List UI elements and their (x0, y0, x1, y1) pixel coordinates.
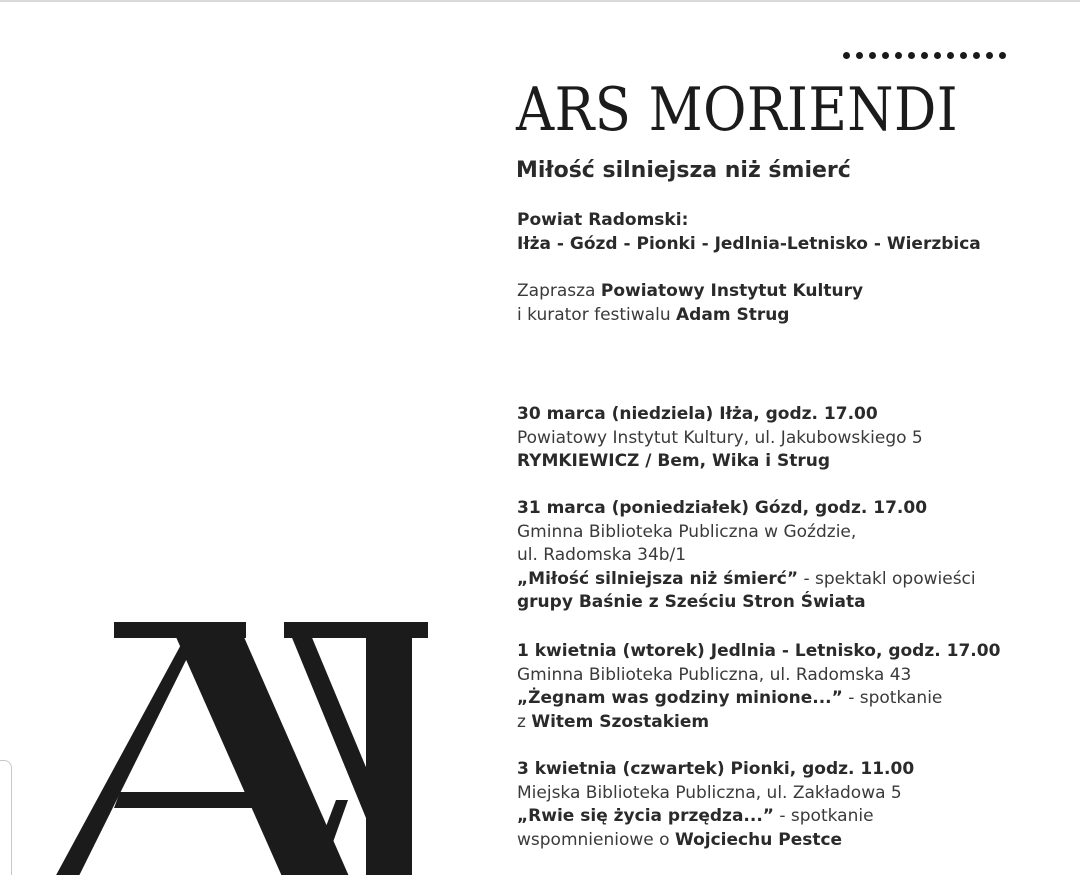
dot (973, 52, 980, 59)
event-title: „Miłość silniejsza niż śmierć” (517, 568, 799, 589)
event-title-suffix: - spotkanie (842, 688, 943, 708)
event-item (517, 497, 976, 615)
event-subject-line (517, 829, 914, 853)
festival-subtitle: Miłość silniejsza niż śmierć (516, 158, 851, 183)
dot (999, 52, 1006, 59)
dot (960, 52, 967, 59)
event-title: RYMKIEWICZ / Bem, Wika i Strug (517, 451, 831, 471)
am-monogram-logo (40, 560, 480, 875)
dot (869, 52, 876, 59)
festival-title: ARS MORIENDI (516, 75, 959, 145)
top-border (0, 0, 1080, 2)
dot (934, 52, 941, 59)
organizer-name: Powiatowy Instytut Kultury (600, 281, 864, 301)
event-date: 1 kwietnia (wtorek) Jedlnia - Letnisko, godz. 17.00 (517, 641, 1001, 661)
event-title-line (517, 805, 914, 829)
dot (986, 52, 993, 59)
event-item (517, 640, 1000, 734)
event-title: „Żegnam was godziny minione...” (517, 688, 843, 708)
event-title: „Rwie się życia przędza...” (517, 806, 774, 826)
region-label: Powiat Radomski: (517, 210, 689, 230)
event-date: 30 marca (niedziela) Iłża, godz. 17.00 (517, 404, 878, 424)
invite-line-1 (517, 280, 863, 304)
event-subject: Wojciechu Pestce (674, 829, 843, 850)
invite-prefix: Zaprasza (517, 281, 601, 301)
event-item (517, 758, 914, 852)
dot (843, 52, 850, 59)
invite-line-2 (517, 304, 863, 328)
event-title-suffix: - spektakl opowieści (798, 568, 976, 589)
event-title-line (517, 687, 1000, 711)
event-title-suffix: - spotkanie (773, 806, 874, 826)
curator-name: Adam Strug (676, 304, 790, 325)
dot (895, 52, 902, 59)
event-date: 31 marca (poniedziałek) Gózd, godz. 17.00 (517, 498, 928, 518)
dot (856, 52, 863, 59)
event-performer: grupy Baśnie z Sześciu Stron Świata (517, 592, 866, 612)
dot (908, 52, 915, 59)
dot (921, 52, 928, 59)
event-venue: Miejska Biblioteka Publiczna, ul. Zakładowa 5 (517, 782, 902, 803)
dot (882, 52, 889, 59)
region-info (517, 209, 981, 256)
event-title-line (517, 568, 976, 592)
event-venue: Gminna Biblioteka Publiczna, ul. Radomska 43 (517, 664, 912, 685)
event-guest: Witem Szostakiem (531, 711, 710, 732)
event-venue: Gminna Biblioteka Publiczna w Goździe, (517, 521, 857, 542)
page-edge-frame (0, 760, 12, 875)
event-guest-prefix: z (517, 711, 532, 732)
event-venue: Powiatowy Instytut Kultury, ul. Jakubowskiego 5 (517, 427, 923, 448)
dot-ornament (843, 52, 1006, 59)
event-guest-line (517, 711, 1000, 735)
region-towns: Iłża - Gózd - Pionki - Jedlnia-Letnisko - Wierzbica (517, 233, 981, 254)
event-venue-address: ul. Radomska 34b/1 (517, 545, 687, 565)
event-item (517, 403, 923, 474)
dot (947, 52, 954, 59)
event-subject-prefix: wspomnieniowe o (517, 829, 675, 850)
curator-prefix: i kurator festiwalu (517, 304, 677, 325)
event-date: 3 kwietnia (czwartek) Pionki, godz. 11.00 (517, 759, 915, 779)
invitation (517, 280, 863, 327)
